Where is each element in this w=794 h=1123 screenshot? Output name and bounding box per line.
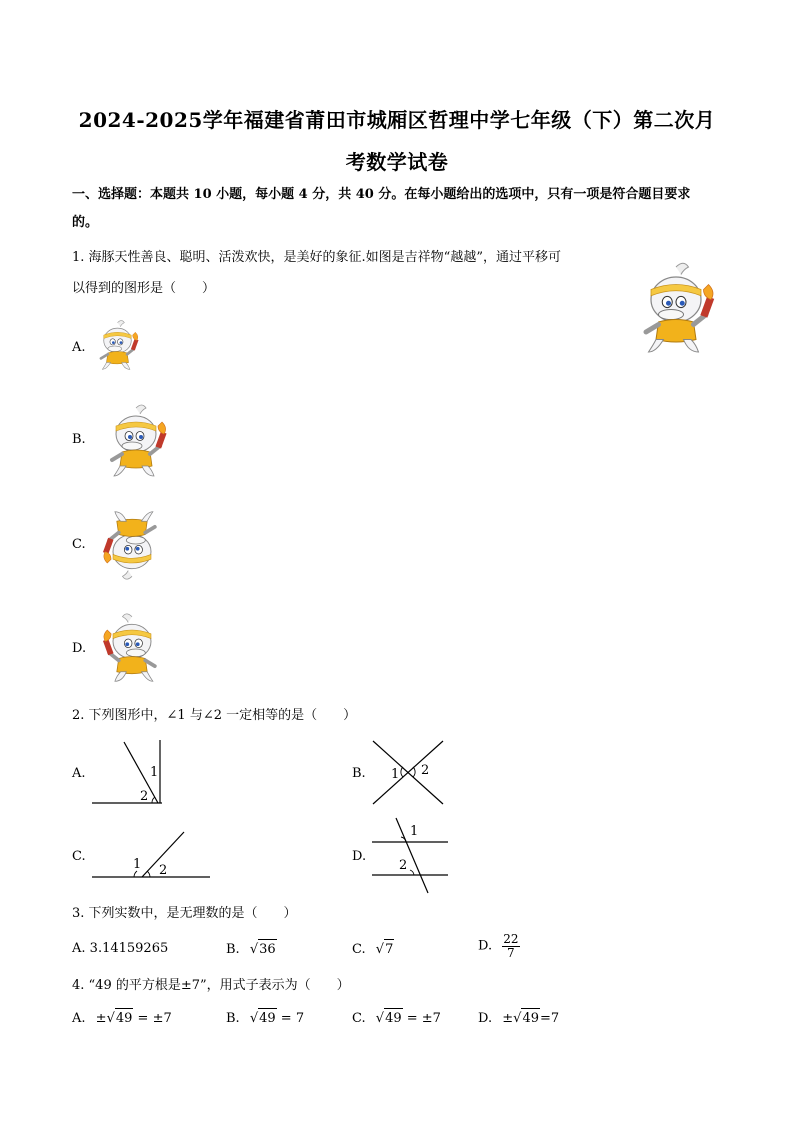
q1-option-d-label: D. [72, 641, 87, 656]
option-letter: A. [72, 1011, 86, 1026]
sqrt-radicand: 36 [258, 939, 277, 960]
q4-option-b: B. √49 = 7 [226, 1008, 304, 1029]
q1-option-a-label: A. [72, 340, 86, 355]
q1-option-a-mascot-image [90, 312, 145, 380]
q1-option-b-mascot-image [96, 396, 176, 488]
q4-option-a: A. ±√49 = ±7 [72, 1008, 172, 1029]
q3-option-d [478, 933, 520, 960]
q3-option-b: B. √36 [226, 939, 277, 960]
angle-1-label: 1 [391, 767, 400, 782]
q3-option-a [72, 939, 168, 959]
q1-option-c-mascot-image-flipped [94, 500, 170, 588]
sqrt-radicand: 7 [384, 939, 394, 960]
q2-option-d-diagram [370, 815, 452, 895]
q3-stem: 3. 下列实数中，是无理数的是（ ） [72, 906, 297, 921]
q1-option-d-mascot-image-mirrored [94, 604, 170, 694]
q1-stem-line1: 1. 海豚天性善良、聪明、活泼欢快，是美好的象征.如图是吉祥物“越越”，通过平移可 [72, 250, 561, 265]
sqrt-radicand: 49 [115, 1008, 134, 1029]
option-rest: = 7 [276, 1011, 305, 1026]
option-letter: A. [72, 941, 86, 956]
option-rest: =7 [539, 1011, 560, 1026]
q1-stem-line2: 以得到的图形是（ ） [72, 281, 216, 296]
angle-1-label: 1 [133, 857, 142, 872]
angle-2-label: 2 [159, 863, 168, 878]
angle-2-label: 2 [421, 763, 430, 778]
q3-option-c: C. √7 [352, 939, 394, 960]
q1-option-b-label: B. [72, 432, 86, 447]
q2-stem: 2. 下列图形中，∠1 与∠2 一定相等的是（ ） [72, 708, 357, 723]
option-prefix: ± [502, 1011, 514, 1026]
q2-option-d-label: D. [352, 849, 367, 864]
fraction [502, 933, 519, 960]
option-prefix: ± [95, 1011, 107, 1026]
q4-option-c: C. √49 = ±7 [352, 1008, 441, 1029]
page-title-line1: 2024-2025学年福建省莆田市城厢区哲理中学七年级（下）第二次月 [78, 108, 716, 132]
q2-option-c-label: C. [72, 849, 86, 864]
q2-option-a-label: A. [72, 766, 86, 781]
section-header: 一、选择题：本题共 10 小题，每小题 4 分，共 40 分。在每小题给出的选项中，只有一项是符合题目要求 [72, 187, 691, 202]
q2-option-c-diagram [90, 828, 214, 880]
option-letter: C. [352, 1011, 366, 1026]
option-letter: D. [478, 938, 493, 954]
fraction-denominator: 7 [507, 946, 515, 960]
q1-option-c-label: C. [72, 537, 86, 552]
section-header-line2: 的。 [72, 215, 99, 230]
q2-option-b-diagram [370, 738, 450, 808]
angle-2-label: 2 [140, 789, 149, 804]
option-rest: = ±7 [402, 1011, 441, 1026]
sqrt-radicand: 49 [258, 1008, 277, 1029]
sqrt-radicand: 49 [384, 1008, 403, 1029]
option-letter: C. [352, 942, 366, 957]
option-letter: B. [226, 1011, 240, 1026]
angle-1-label: 1 [410, 824, 419, 839]
angle-2-label: 2 [399, 858, 408, 873]
q2-option-a-diagram [90, 738, 170, 808]
angle-1-label: 1 [150, 765, 159, 780]
option-letter: B. [226, 942, 240, 957]
mascot-reference-image [626, 252, 726, 367]
q4-stem: 4. “49 的平方根是±7”，用式子表示为（ ） [72, 978, 350, 993]
option-value: 3.14159265 [89, 941, 169, 956]
sqrt-radicand: 49 [521, 1008, 540, 1029]
option-rest: = ±7 [133, 1011, 172, 1026]
q4-option-d: D. ±√49=7 [478, 1008, 559, 1029]
q2-option-b-label: B. [352, 766, 366, 781]
fraction-numerator: 22 [503, 932, 519, 946]
page-title-line2: 考数学试卷 [345, 150, 449, 174]
option-letter: D. [478, 1011, 493, 1026]
